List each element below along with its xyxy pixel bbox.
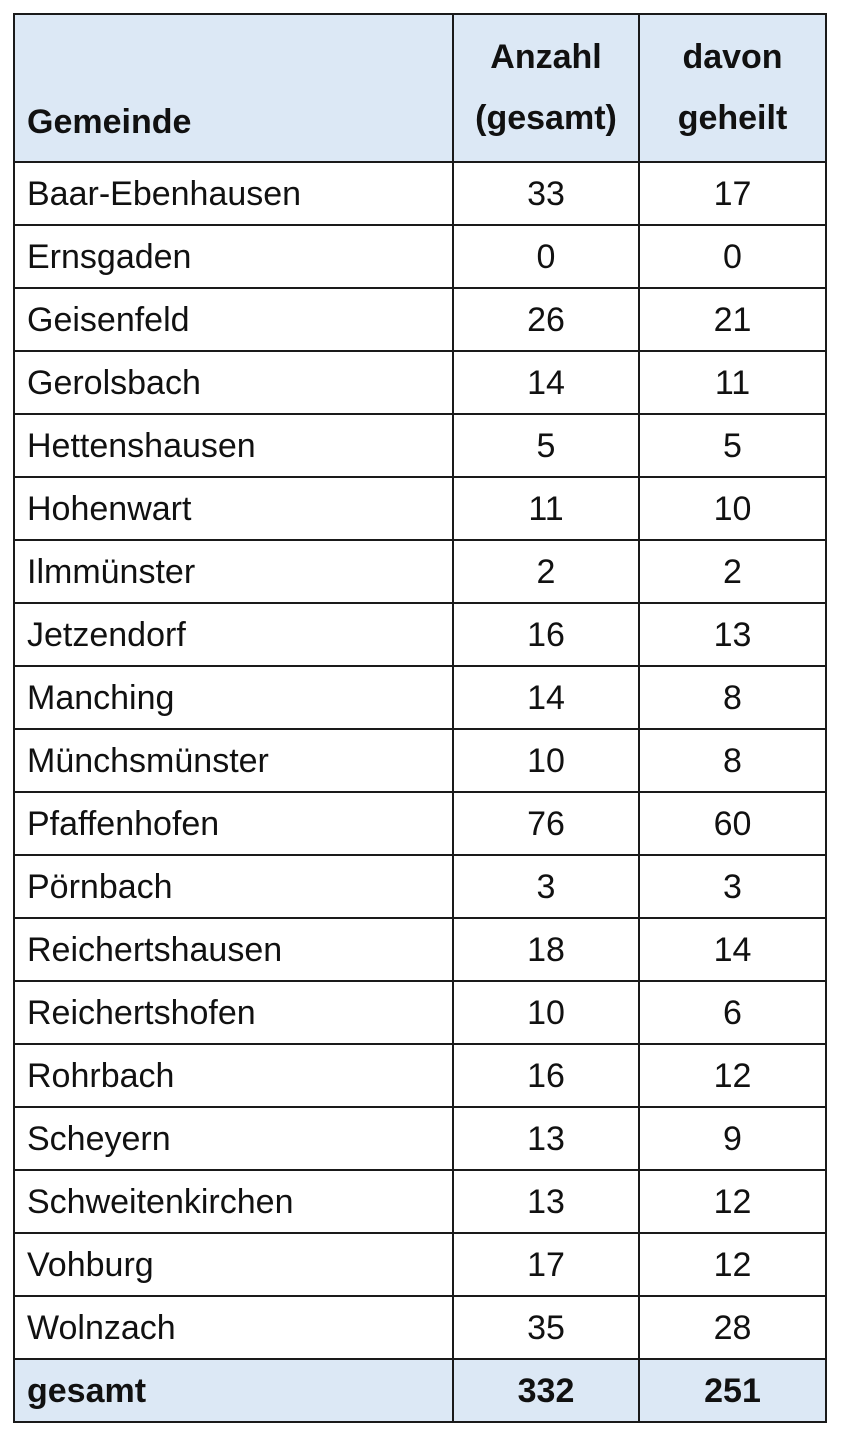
anzahl-cell: 33: [453, 162, 639, 225]
geheilt-cell: 12: [639, 1170, 826, 1233]
table-row: [14, 603, 826, 666]
anzahl-cell: 14: [453, 666, 639, 729]
geheilt-cell: 12: [639, 1044, 826, 1107]
table-row: [14, 1296, 826, 1359]
anzahl-cell: 35: [453, 1296, 639, 1359]
total-label: gesamt: [14, 1359, 453, 1422]
gemeinde-cell: Münchsmünster: [14, 729, 453, 792]
gemeinde-cell: Ilmmünster: [14, 540, 453, 603]
total-anzahl: 332: [453, 1359, 639, 1422]
gemeinde-cell: Hettenshausen: [14, 414, 453, 477]
header-row: [14, 14, 826, 162]
table-row: [14, 414, 826, 477]
gemeinde-cell: Hohenwart: [14, 477, 453, 540]
table-row: [14, 1170, 826, 1233]
table-row: [14, 477, 826, 540]
gemeinde-cell: Baar-Ebenhausen: [14, 162, 453, 225]
table-row: [14, 1107, 826, 1170]
geheilt-cell: 28: [639, 1296, 826, 1359]
total-row: [14, 1359, 826, 1422]
anzahl-cell: 17: [453, 1233, 639, 1296]
header-gemeinde: Gemeinde: [14, 14, 453, 162]
header-geheilt: [639, 14, 826, 162]
geheilt-cell: 60: [639, 792, 826, 855]
table-row: [14, 918, 826, 981]
anzahl-cell: 2: [453, 540, 639, 603]
geheilt-cell: 0: [639, 225, 826, 288]
table-row: [14, 729, 826, 792]
gemeinde-cell: Jetzendorf: [14, 603, 453, 666]
geheilt-cell: 13: [639, 603, 826, 666]
geheilt-cell: 6: [639, 981, 826, 1044]
geheilt-cell: 8: [639, 729, 826, 792]
anzahl-cell: 76: [453, 792, 639, 855]
gemeinde-cell: Manching: [14, 666, 453, 729]
geheilt-cell: 17: [639, 162, 826, 225]
table-row: [14, 792, 826, 855]
table-row: [14, 855, 826, 918]
anzahl-cell: 5: [453, 414, 639, 477]
gemeinde-cell: Gerolsbach: [14, 351, 453, 414]
gemeinde-cell: Vohburg: [14, 1233, 453, 1296]
total-geheilt: 251: [639, 1359, 826, 1422]
anzahl-cell: 26: [453, 288, 639, 351]
anzahl-cell: 14: [453, 351, 639, 414]
table-row: [14, 1044, 826, 1107]
gemeinde-cell: Rohrbach: [14, 1044, 453, 1107]
cases-table: [13, 13, 827, 1423]
geheilt-cell: 11: [639, 351, 826, 414]
gemeinde-cell: Ernsgaden: [14, 225, 453, 288]
table-row: [14, 1233, 826, 1296]
anzahl-cell: 16: [453, 603, 639, 666]
geheilt-cell: 12: [639, 1233, 826, 1296]
header-geheilt-line1: davon: [682, 37, 783, 76]
anzahl-cell: 18: [453, 918, 639, 981]
table-body: [14, 162, 826, 1359]
gemeinde-cell: Schweitenkirchen: [14, 1170, 453, 1233]
geheilt-cell: 3: [639, 855, 826, 918]
gemeinde-cell: Pfaffenhofen: [14, 792, 453, 855]
header-anzahl: [453, 14, 639, 162]
anzahl-cell: 13: [453, 1107, 639, 1170]
anzahl-cell: 10: [453, 729, 639, 792]
anzahl-cell: 16: [453, 1044, 639, 1107]
geheilt-cell: 10: [639, 477, 826, 540]
table-row: [14, 351, 826, 414]
geheilt-cell: 21: [639, 288, 826, 351]
geheilt-cell: 14: [639, 918, 826, 981]
anzahl-cell: 3: [453, 855, 639, 918]
anzahl-cell: 13: [453, 1170, 639, 1233]
table-row: [14, 162, 826, 225]
anzahl-cell: 11: [453, 477, 639, 540]
gemeinde-cell: Reichertshausen: [14, 918, 453, 981]
header-anzahl-line1: Anzahl: [490, 37, 602, 76]
table-row: [14, 981, 826, 1044]
anzahl-cell: 10: [453, 981, 639, 1044]
gemeinde-cell: Wolnzach: [14, 1296, 453, 1359]
table-row: [14, 225, 826, 288]
gemeinde-cell: Scheyern: [14, 1107, 453, 1170]
geheilt-cell: 9: [639, 1107, 826, 1170]
geheilt-cell: 2: [639, 540, 826, 603]
header-anzahl-line2: (gesamt): [475, 99, 617, 137]
geheilt-cell: 5: [639, 414, 826, 477]
gemeinde-cell: Geisenfeld: [14, 288, 453, 351]
table-row: [14, 540, 826, 603]
gemeinde-cell: Reichertshofen: [14, 981, 453, 1044]
geheilt-cell: 8: [639, 666, 826, 729]
table-row: [14, 288, 826, 351]
gemeinde-cell: Pörnbach: [14, 855, 453, 918]
header-geheilt-line2: geheilt: [677, 99, 788, 137]
anzahl-cell: 0: [453, 225, 639, 288]
table-row: [14, 666, 826, 729]
